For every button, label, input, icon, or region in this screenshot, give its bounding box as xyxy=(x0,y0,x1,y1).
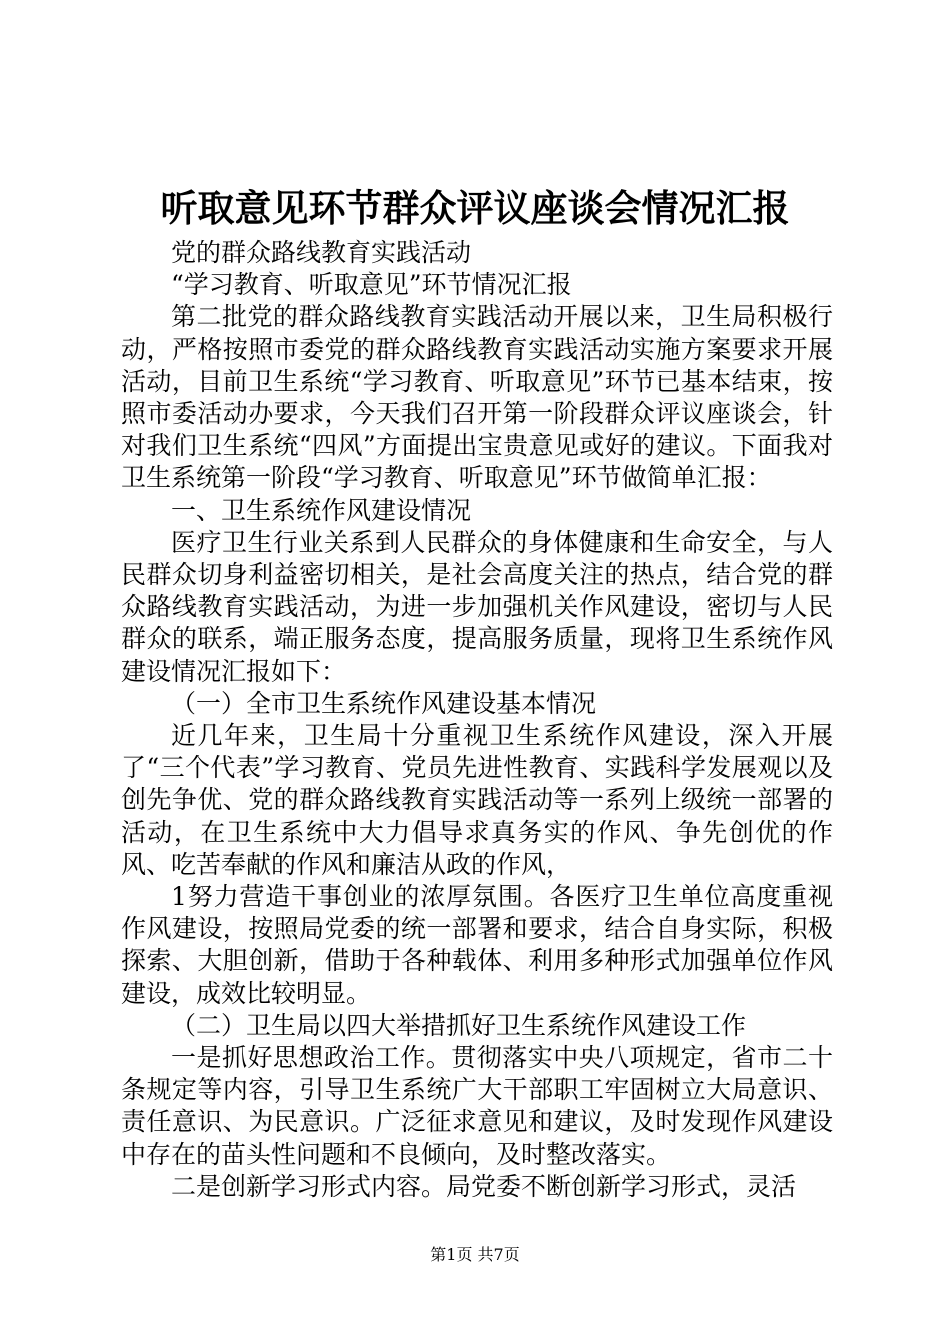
body-paragraph: 1努力营造干事创业的浓厚氛围。各医疗卫生单位高度重视作风建设，按照局党委的统一部署和要求，结合自身实际，积极探索、大胆创新，借助于各种载体、利用多种形式加强单位作风建设，成效比较明显。 xyxy=(121,882,833,1008)
subsection-heading: （一）全市卫生系统作风建设基本情况 xyxy=(171,688,597,718)
subsection-heading: （二）卫生局以四大举措抓好卫生系统作风建设工作 xyxy=(171,1010,747,1040)
body-paragraph: 医疗卫生行业关系到人民群众的身体健康和生命安全，与人民群众切身利益密切相关，是社会高度关注的热点，结合党的群众路线教育实践活动，为进一步加强机关作风建设，密切与人民群众的联系，端正服务态度，提高服务质量，现将卫生系统作风建设情况汇报如下： xyxy=(121,527,833,686)
page-indicator: 第1页 共7页 xyxy=(430,1245,520,1264)
body-paragraph: 近几年来，卫生局十分重视卫生系统作风建设，深入开展了“三个代表”学习教育、党员先进性教育、实践科学发展观以及创先争优、党的群众路线教育实践活动等一系列上级统一部署的活动，在卫生系统中大力倡导求真务实的作风、争先创优的作风、吃苦奉献的作风和廉洁从政的作风， xyxy=(121,721,833,879)
subtitle-line: “学习教育、听取意见”环节情况汇报 xyxy=(171,270,572,300)
body-paragraph: 二是创新学习形式内容。局党委不断创新学习形式，灵活 xyxy=(171,1171,797,1201)
document-title: 听取意见环节群众评议座谈会情况汇报 xyxy=(160,186,790,230)
section-heading: 一、卫生系统作风建设情况 xyxy=(171,495,472,525)
subtitle-line: 党的群众路线教育实践活动 xyxy=(171,238,472,267)
document-body xyxy=(121,237,833,1203)
body-paragraph: 一是抓好思想政治工作。贯彻落实中央八项规定，省市二十条规定等内容，引导卫生系统广大干部职工牢固树立大局意识、责任意识、为民意识。广泛征求意见和建议，及时发现作风建设中存在的苗头性问题和不良倾向，及时整改落实。 xyxy=(121,1043,833,1169)
body-paragraph: 第二批党的群众路线教育实践活动开展以来，卫生局积极行动，严格按照市委党的群众路线教育实践活动实施方案要求开展活动，目前卫生系统“学习教育、听取意见”环节已基本结束，按照市委活动办要求，今天我们召开第一阶段群众评议座谈会，针对我们卫生系统“四风”方面提出宝贵意见或好的建议。下面我对卫生系统第一阶段“学习教育、听取意见”环节做简单汇报： xyxy=(121,302,833,493)
